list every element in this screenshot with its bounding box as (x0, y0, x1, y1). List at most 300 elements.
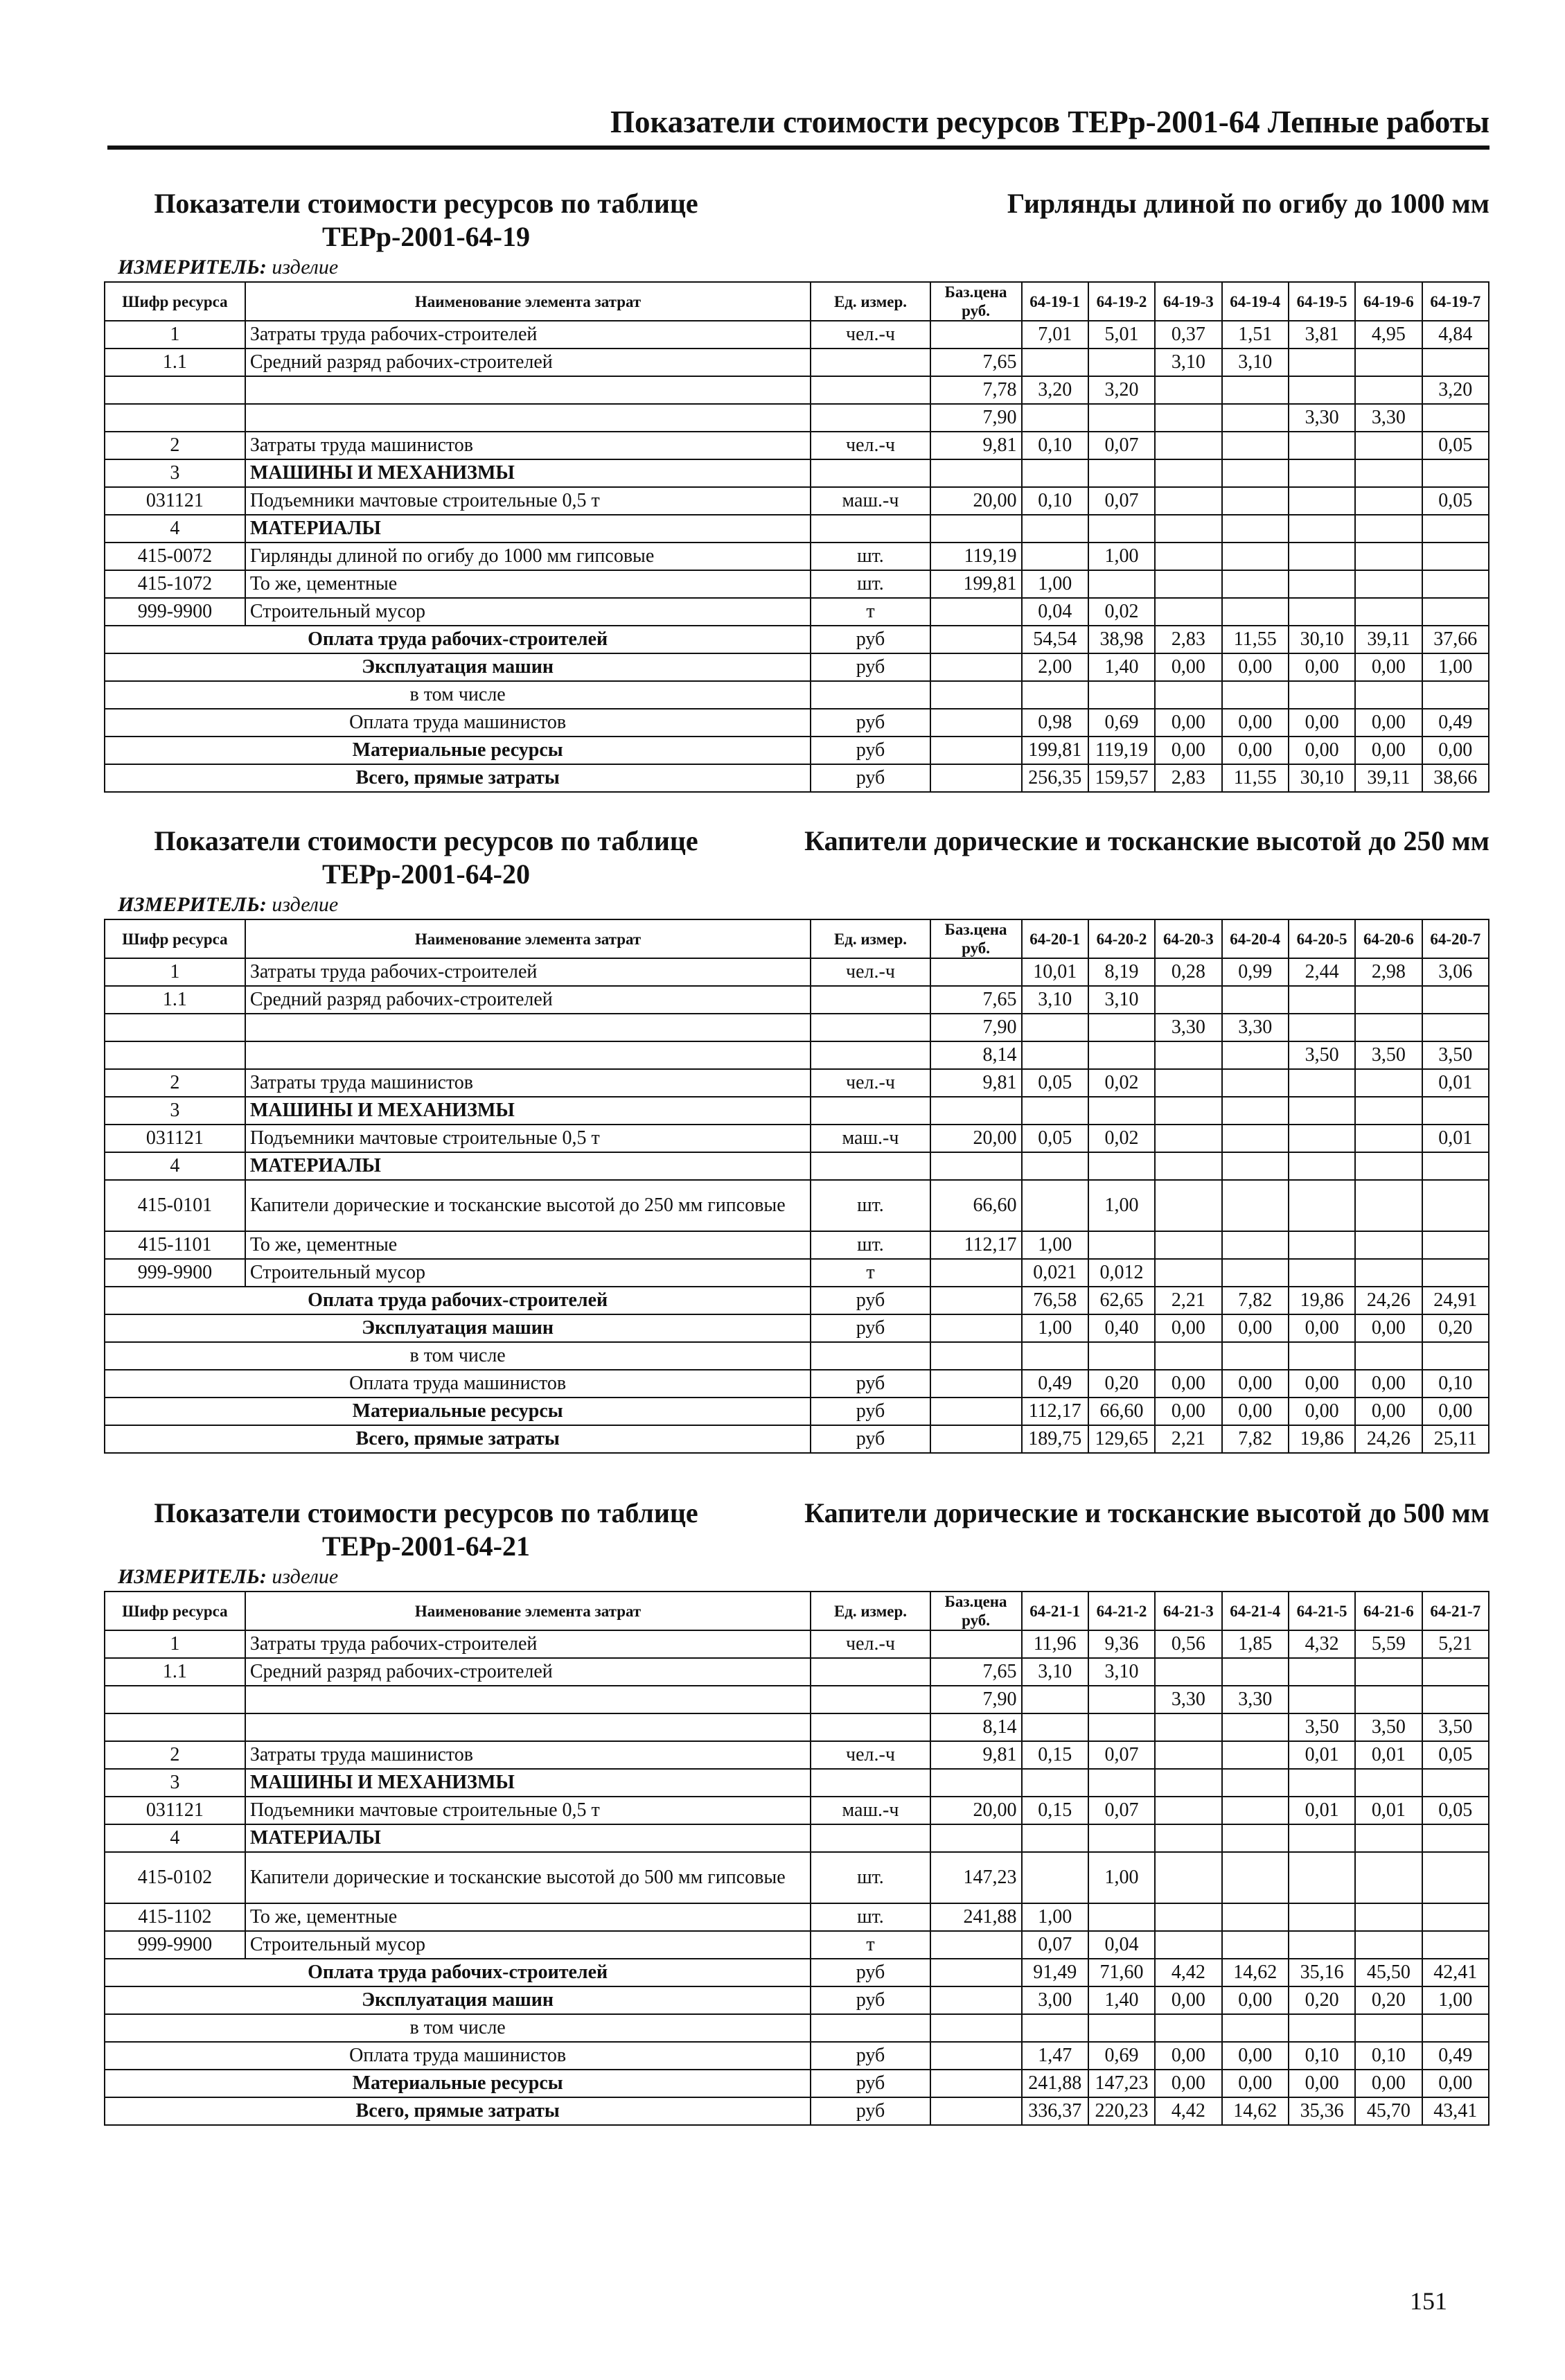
row-code (105, 404, 245, 432)
summary-value: 0,00 (1155, 737, 1221, 764)
row-value: 3,50 (1422, 1041, 1489, 1069)
row-value (1422, 404, 1489, 432)
row-price (930, 459, 1022, 487)
summary-value (1222, 2014, 1289, 2042)
summary-value (1022, 681, 1088, 709)
summary-value (1289, 681, 1355, 709)
row-price (930, 1152, 1022, 1180)
summary-value: 336,37 (1022, 2097, 1088, 2125)
row-price (930, 321, 1022, 349)
resource-table (104, 919, 1489, 1454)
summary-unit: руб (811, 2070, 930, 2097)
row-code: 1.1 (105, 986, 245, 1014)
row-value (1088, 1152, 1155, 1180)
summary-value: 0,69 (1088, 709, 1155, 737)
row-value (1155, 1713, 1221, 1741)
table-title: Показатели стоимости ресурсов по таблице ТЕРр-2001-64-19 (154, 188, 698, 252)
row-value: 0,01 (1355, 1797, 1422, 1824)
row-name (245, 1041, 811, 1069)
row-value (1088, 404, 1155, 432)
row-unit (811, 349, 930, 376)
row-value (1289, 570, 1355, 598)
row-value (1355, 570, 1422, 598)
row-value (1222, 1658, 1289, 1686)
summary-value: 1,00 (1022, 1314, 1088, 1342)
col-code-2-header: 64-20-2 (1088, 919, 1155, 958)
row-value (1355, 1180, 1422, 1231)
row-price (930, 1097, 1022, 1125)
row-value (1022, 1097, 1088, 1125)
row-value (1155, 1097, 1221, 1125)
summary-name: Материальные ресурсы (105, 737, 811, 764)
row-name: МАШИНЫ И МЕХАНИЗМЫ (245, 1769, 811, 1797)
summary-unit: руб (811, 1959, 930, 1986)
row-price: 241,88 (930, 1903, 1022, 1931)
summary-value: 91,49 (1022, 1959, 1088, 1986)
row-name: Подъемники мачтовые строительные 0,5 т (245, 1797, 811, 1824)
summary-value: 2,21 (1155, 1287, 1221, 1314)
row-value: 0,04 (1022, 598, 1088, 626)
row-value: 0,01 (1289, 1741, 1355, 1769)
row-name: Средний разряд рабочих-строителей (245, 1658, 811, 1686)
summary-value: 0,10 (1422, 1370, 1489, 1398)
row-price: 119,19 (930, 543, 1022, 570)
row-name: Строительный мусор (245, 598, 811, 626)
summary-value: 129,65 (1088, 1425, 1155, 1453)
row-value: 1,00 (1022, 1903, 1088, 1931)
summary-value (1289, 2014, 1355, 2042)
row-value (1422, 1014, 1489, 1041)
row-value (1088, 459, 1155, 487)
summary-name: в том числе (105, 1342, 811, 1370)
row-name: МАТЕРИАЛЫ (245, 515, 811, 543)
summary-value: 71,60 (1088, 1959, 1155, 1986)
summary-value: 189,75 (1022, 1425, 1088, 1453)
summary-value: 4,42 (1155, 2097, 1221, 2125)
summary-value (1222, 681, 1289, 709)
row-value: 3,50 (1289, 1041, 1355, 1069)
row-value (1222, 404, 1289, 432)
row-unit (811, 376, 930, 404)
summary-value: 1,47 (1022, 2042, 1088, 2070)
row-value: 3,30 (1355, 404, 1422, 432)
summary-name: Эксплуатация машин (105, 1314, 811, 1342)
row-price: 199,81 (930, 570, 1022, 598)
row-value (1022, 1713, 1088, 1741)
summary-price (930, 1287, 1022, 1314)
summary-name: Эксплуатация машин (105, 1986, 811, 2014)
row-value: 1,00 (1088, 1852, 1155, 1903)
summary-value: 35,36 (1289, 2097, 1355, 2125)
row-value (1155, 543, 1221, 570)
col-code-6-header: 64-21-6 (1355, 1592, 1422, 1630)
summary-row (105, 2042, 1489, 2070)
row-name: МАТЕРИАЛЫ (245, 1824, 811, 1852)
row-value (1289, 543, 1355, 570)
row-unit (811, 459, 930, 487)
row-price: 9,81 (930, 1069, 1022, 1097)
section-title (104, 1497, 1489, 1563)
row-value (1022, 349, 1088, 376)
summary-value: 0,00 (1222, 1398, 1289, 1425)
row-value: 0,15 (1022, 1797, 1088, 1824)
row-value: 0,05 (1422, 1741, 1489, 1769)
summary-value: 11,55 (1222, 764, 1289, 792)
row-value: 0,07 (1022, 1931, 1088, 1959)
row-code: 3 (105, 459, 245, 487)
row-value: 0,05 (1422, 1797, 1489, 1824)
summary-value: 0,00 (1355, 653, 1422, 681)
summary-value: 0,00 (1289, 653, 1355, 681)
row-value (1355, 598, 1422, 626)
table-row (105, 459, 1489, 487)
row-price (930, 598, 1022, 626)
row-value (1222, 1903, 1289, 1931)
summary-value: 147,23 (1088, 2070, 1155, 2097)
row-value (1355, 459, 1422, 487)
col-code-2-header: 64-19-2 (1088, 282, 1155, 321)
summary-value: 199,81 (1022, 737, 1088, 764)
row-value (1355, 1931, 1422, 1959)
summary-row (105, 1287, 1489, 1314)
col-code-6-header: 64-20-6 (1355, 919, 1422, 958)
summary-value: 24,26 (1355, 1287, 1422, 1314)
row-value (1289, 349, 1355, 376)
row-unit: шт. (811, 1180, 930, 1231)
summary-value (1155, 2014, 1221, 2042)
summary-value: 24,91 (1422, 1287, 1489, 1314)
summary-value: 0,00 (1155, 653, 1221, 681)
table-row (105, 1658, 1489, 1686)
row-unit: шт. (811, 1852, 930, 1903)
row-value: 0,05 (1422, 432, 1489, 459)
row-value (1155, 1769, 1221, 1797)
col-code-5-header: 64-20-5 (1289, 919, 1355, 958)
row-price: 7,90 (930, 1686, 1022, 1713)
row-code: 1 (105, 958, 245, 986)
summary-value (1088, 681, 1155, 709)
row-value: 1,00 (1088, 543, 1155, 570)
table-row (105, 1931, 1489, 1959)
row-value (1355, 1903, 1422, 1931)
row-unit (811, 1686, 930, 1713)
row-value: 0,10 (1022, 487, 1088, 515)
summary-price (930, 681, 1022, 709)
row-value: 1,00 (1088, 1180, 1155, 1231)
table-row (105, 570, 1489, 598)
summary-row (105, 764, 1489, 792)
row-value (1422, 1231, 1489, 1259)
row-value (1155, 1741, 1221, 1769)
col-code-7-header: 64-21-7 (1422, 1592, 1489, 1630)
row-price: 20,00 (930, 1797, 1022, 1824)
resource-table (104, 1591, 1489, 2126)
row-price: 9,81 (930, 1741, 1022, 1769)
row-value (1155, 598, 1221, 626)
row-value (1222, 432, 1289, 459)
measure-line (104, 891, 1489, 919)
row-unit: шт. (811, 1231, 930, 1259)
row-value (1222, 1824, 1289, 1852)
measure-label: ИЗМЕРИТЕЛЬ: (118, 256, 267, 279)
row-price (930, 1824, 1022, 1852)
row-value: 0,07 (1088, 487, 1155, 515)
summary-price (930, 2042, 1022, 2070)
row-value (1022, 543, 1088, 570)
row-name (245, 1713, 811, 1741)
row-code (105, 1686, 245, 1713)
summary-price (930, 764, 1022, 792)
row-value: 5,01 (1088, 321, 1155, 349)
row-value (1155, 1658, 1221, 1686)
measure-label: ИЗМЕРИТЕЛЬ: (118, 893, 267, 916)
summary-name: Оплата труда машинистов (105, 709, 811, 737)
summary-value: 1,40 (1088, 1986, 1155, 2014)
summary-value: 45,50 (1355, 1959, 1422, 1986)
row-value: 0,05 (1422, 487, 1489, 515)
row-value (1088, 1713, 1155, 1741)
summary-value: 0,00 (1289, 737, 1355, 764)
row-value: 0,021 (1022, 1259, 1088, 1287)
col-code-1-header: 64-20-1 (1022, 919, 1088, 958)
summary-value: 0,10 (1355, 2042, 1422, 2070)
row-value (1222, 1069, 1289, 1097)
summary-value: 0,00 (1289, 1314, 1355, 1342)
row-value (1155, 459, 1221, 487)
summary-price (930, 2014, 1022, 2042)
summary-value: 2,00 (1022, 653, 1088, 681)
row-value: 1,85 (1222, 1630, 1289, 1658)
summary-value: 0,00 (1355, 1370, 1422, 1398)
row-value: 0,01 (1422, 1069, 1489, 1097)
row-code (105, 1014, 245, 1041)
summary-value: 7,82 (1222, 1287, 1289, 1314)
summary-value: 112,17 (1022, 1398, 1088, 1425)
row-value (1289, 986, 1355, 1014)
row-value (1355, 1125, 1422, 1152)
col-code-6-header: 64-19-6 (1355, 282, 1422, 321)
summary-value (1155, 1342, 1221, 1370)
row-name: Затраты труда рабочих-строителей (245, 958, 811, 986)
row-code: 1.1 (105, 1658, 245, 1686)
row-value (1088, 515, 1155, 543)
row-value (1088, 1014, 1155, 1041)
row-code: 1 (105, 321, 245, 349)
row-value: 3,30 (1155, 1014, 1221, 1041)
table-row (105, 376, 1489, 404)
row-name: МАТЕРИАЛЫ (245, 1152, 811, 1180)
measure-line (104, 1563, 1489, 1591)
summary-name: Всего, прямые затраты (105, 2097, 811, 2125)
row-value (1222, 1713, 1289, 1741)
row-code: 4 (105, 1824, 245, 1852)
row-value (1422, 986, 1489, 1014)
table-row (105, 432, 1489, 459)
row-value (1422, 1259, 1489, 1287)
summary-value: 30,10 (1289, 764, 1355, 792)
row-name: Затраты труда рабочих-строителей (245, 1630, 811, 1658)
summary-value: 0,00 (1422, 737, 1489, 764)
row-value (1422, 1769, 1489, 1797)
row-value: 3,50 (1355, 1713, 1422, 1741)
row-unit: чел.-ч (811, 432, 930, 459)
summary-unit: руб (811, 709, 930, 737)
summary-value: 38,98 (1088, 626, 1155, 653)
row-value: 3,10 (1022, 1658, 1088, 1686)
row-value: 11,96 (1022, 1630, 1088, 1658)
summary-price (930, 1398, 1022, 1425)
row-value (1422, 459, 1489, 487)
row-value: 3,50 (1355, 1041, 1422, 1069)
summary-row (105, 2070, 1489, 2097)
section-title (104, 825, 1489, 891)
row-unit: шт. (811, 570, 930, 598)
row-value (1422, 1658, 1489, 1686)
row-unit: чел.-ч (811, 1741, 930, 1769)
summary-value: 24,26 (1355, 1425, 1422, 1453)
summary-unit: руб (811, 653, 930, 681)
row-value (1355, 1259, 1422, 1287)
section-title (104, 187, 1489, 254)
row-value: 0,04 (1088, 1931, 1155, 1959)
row-value: 1,00 (1022, 1231, 1088, 1259)
row-value (1155, 570, 1221, 598)
page-number: 151 (1410, 2287, 1447, 2315)
row-value (1222, 1741, 1289, 1769)
row-value (1289, 515, 1355, 543)
row-value (1422, 1852, 1489, 1903)
row-value (1422, 1097, 1489, 1125)
table-row (105, 1630, 1489, 1658)
row-unit: т (811, 1931, 930, 1959)
summary-value: 76,58 (1022, 1287, 1088, 1314)
summary-price (930, 1425, 1022, 1453)
row-unit: чел.-ч (811, 958, 930, 986)
row-value (1088, 1903, 1155, 1931)
summary-value: 54,54 (1022, 626, 1088, 653)
summary-value: 0,40 (1088, 1314, 1155, 1342)
summary-value: 0,20 (1422, 1314, 1489, 1342)
table-row (105, 1069, 1489, 1097)
summary-value: 0,49 (1022, 1370, 1088, 1398)
summary-unit: руб (811, 1287, 930, 1314)
summary-unit (811, 1342, 930, 1370)
row-value (1022, 459, 1088, 487)
summary-value: 3,00 (1022, 1986, 1088, 2014)
summary-value: 0,00 (1155, 1398, 1221, 1425)
row-name: То же, цементные (245, 570, 811, 598)
measure-line (104, 254, 1489, 281)
table-section-1 (104, 187, 1489, 793)
table-row (105, 1014, 1489, 1041)
summary-value: 19,86 (1289, 1287, 1355, 1314)
summary-value: 4,42 (1155, 1959, 1221, 1986)
row-value: 3,30 (1222, 1014, 1289, 1041)
col-code-5-header: 64-19-5 (1289, 282, 1355, 321)
row-price: 112,17 (930, 1231, 1022, 1259)
row-code: 999-9900 (105, 1931, 245, 1959)
col-code-header: Шифр ресурса (105, 919, 245, 958)
row-code: 415-0072 (105, 543, 245, 570)
table-row (105, 321, 1489, 349)
row-value (1289, 376, 1355, 404)
summary-unit: руб (811, 1425, 930, 1453)
row-value (1355, 1686, 1422, 1713)
row-unit: чел.-ч (811, 1630, 930, 1658)
summary-value: 0,00 (1155, 1370, 1221, 1398)
row-value: 3,20 (1088, 376, 1155, 404)
row-name (245, 376, 811, 404)
summary-value: 42,41 (1422, 1959, 1489, 1986)
row-value: 3,30 (1155, 1686, 1221, 1713)
summary-unit: руб (811, 737, 930, 764)
table-row (105, 1824, 1489, 1852)
row-value (1355, 543, 1422, 570)
row-value (1155, 1041, 1221, 1069)
row-value (1422, 1931, 1489, 1959)
row-value (1022, 1041, 1088, 1069)
row-value (1355, 1097, 1422, 1125)
header-rule (107, 146, 1489, 150)
row-value (1155, 432, 1221, 459)
row-price: 7,65 (930, 1658, 1022, 1686)
row-unit (811, 404, 930, 432)
col-code-3-header: 64-20-3 (1155, 919, 1221, 958)
row-price (930, 1259, 1022, 1287)
row-unit (811, 1769, 930, 1797)
summary-name: Эксплуатация машин (105, 653, 811, 681)
row-name: Капители дорические и тосканские высотой до 500 мм гипсовые (245, 1852, 811, 1903)
summary-value: 1,40 (1088, 653, 1155, 681)
row-value: 8,19 (1088, 958, 1155, 986)
row-value (1422, 1152, 1489, 1180)
row-value (1222, 515, 1289, 543)
row-value: 4,84 (1422, 321, 1489, 349)
summary-unit: руб (811, 626, 930, 653)
row-value (1289, 487, 1355, 515)
table-row (105, 1852, 1489, 1903)
row-value (1355, 1152, 1422, 1180)
table-row (105, 1741, 1489, 1769)
summary-name: Материальные ресурсы (105, 1398, 811, 1425)
row-price (930, 1769, 1022, 1797)
summary-row (105, 1314, 1489, 1342)
row-value: 0,99 (1222, 958, 1289, 986)
row-value (1422, 1180, 1489, 1231)
row-value (1289, 1259, 1355, 1287)
summary-value: 0,00 (1289, 1370, 1355, 1398)
row-value (1355, 1852, 1422, 1903)
summary-value: 39,11 (1355, 626, 1422, 653)
row-code (105, 1041, 245, 1069)
row-value: 0,07 (1088, 1741, 1155, 1769)
row-value: 4,32 (1289, 1630, 1355, 1658)
summary-name: Оплата труда машинистов (105, 1370, 811, 1398)
row-value (1355, 986, 1422, 1014)
summary-price (930, 709, 1022, 737)
summary-row (105, 2014, 1489, 2042)
summary-value: 0,00 (1222, 1314, 1289, 1342)
row-value (1289, 1903, 1355, 1931)
summary-value: 0,10 (1289, 2042, 1355, 2070)
row-value (1022, 515, 1088, 543)
table-section-2 (104, 825, 1489, 1454)
table-row (105, 1686, 1489, 1713)
row-value: 3,10 (1022, 986, 1088, 1014)
summary-value: 37,66 (1422, 626, 1489, 653)
row-unit (811, 515, 930, 543)
row-value (1155, 986, 1221, 1014)
